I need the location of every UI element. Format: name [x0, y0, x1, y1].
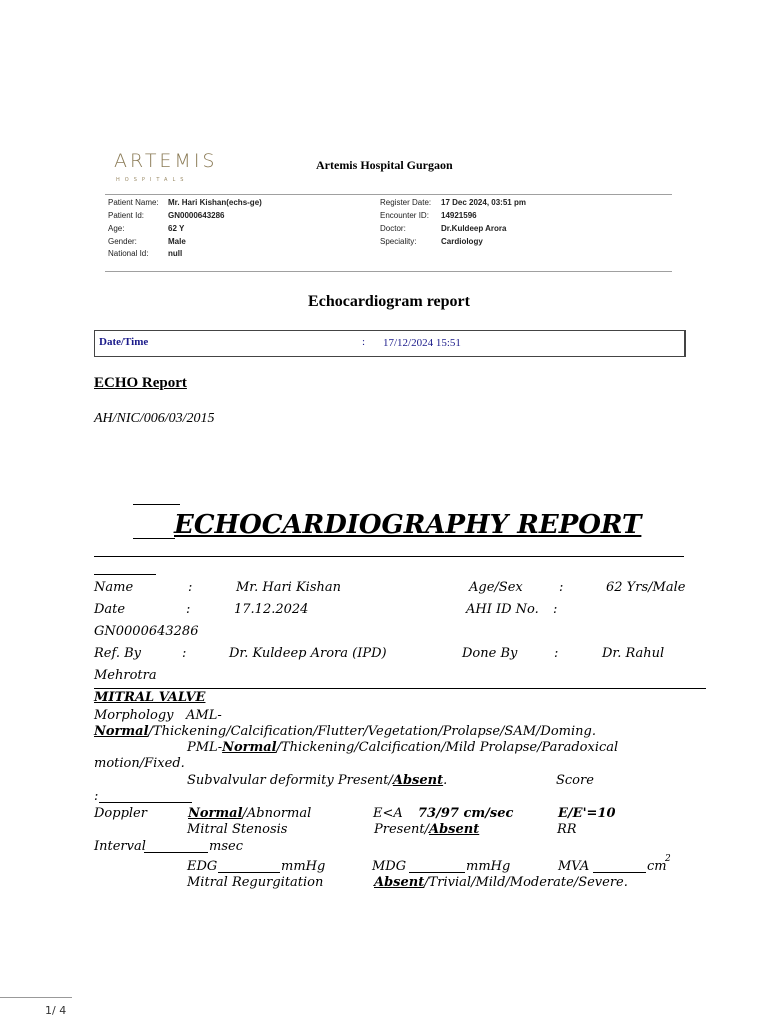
pml-label: PML- [187, 740, 223, 755]
edg-blank [218, 872, 280, 873]
doppler-rest: /Abnormal [242, 806, 312, 821]
echocardiography-title: ECHOCARDIOGRAPHY REPORT [174, 510, 642, 540]
hospital-logo-subtext: HOSPITALS [116, 177, 189, 183]
e-e-ratio: E/E'=10 [558, 806, 616, 821]
interval-blank [144, 852, 208, 853]
aml-label: AML- [186, 708, 222, 723]
national-id-value: null [168, 249, 183, 258]
header-divider-bottom [105, 271, 672, 272]
agesex-colon: : [559, 580, 564, 595]
stenosis-options [374, 822, 479, 837]
refby-value: Dr. Kuldeep Arora (IPD) [229, 646, 387, 661]
score-blank [99, 802, 192, 803]
hospital-name: Artemis Hospital Gurgaon [316, 158, 453, 172]
date-value: 17.12.2024 [234, 602, 309, 617]
mdg-label: MDG [372, 859, 407, 874]
specialty-value: Cardiology [441, 237, 483, 246]
patient-id-value: GN0000643286 [168, 211, 225, 220]
gender-label: Gender: [108, 237, 137, 246]
ahi-id-label: AHI ID No. [466, 602, 539, 617]
subvalvular-absent: Absent [392, 773, 444, 788]
hospital-logo: ARTEMIS [114, 150, 218, 172]
aml-normal: Normal [94, 724, 149, 739]
mva-label: MVA [558, 859, 590, 874]
aml-rest: /Thickening/Calcification/Flutter/Vegetation/Prolapse/SAM/Doming. [148, 724, 596, 739]
title-divider-short [94, 574, 156, 575]
ahi-id-value: GN0000643286 [94, 624, 199, 639]
doctor-label: Doctor: [380, 224, 406, 233]
date-colon: : [186, 602, 191, 617]
doneby-value: Dr. Rahul [602, 646, 665, 661]
register-date-label: Register Date: [380, 198, 432, 207]
e-a-value: 73/97 cm/sec [418, 806, 514, 821]
score-colon: : [94, 789, 99, 804]
stenosis-label: Mitral Stenosis [187, 822, 288, 837]
register-date-value: 17 Dec 2024, 03:51 pm [441, 198, 526, 207]
regurgitation-label: Mitral Regurgitation [187, 875, 324, 890]
patient-name-label: Patient Name: [108, 198, 159, 207]
subvalvular-row [187, 773, 447, 788]
datetime-colon: : [362, 336, 366, 348]
stenosis-present: Present/ [374, 822, 429, 837]
title-divider [94, 556, 684, 557]
mdg-blank [409, 872, 465, 873]
encounter-id-label: Encounter ID: [380, 211, 429, 220]
echo-heading: ECHO Report [94, 375, 187, 391]
doneby-label: Done By [462, 646, 518, 661]
pml-rest: /Thickening/Calcification/Mild Prolapse/Paradoxical [276, 740, 619, 755]
interval-label: Interval [94, 839, 146, 854]
subvalvular-end: . [443, 773, 448, 788]
details-divider [94, 688, 706, 689]
subvalvular-label: Subvalvular deformity Present/ [187, 773, 393, 788]
national-id-label: National Id: [108, 249, 149, 258]
ahi-id-colon: : [553, 602, 558, 617]
pml-rest-cont: motion/Fixed. [94, 756, 185, 771]
patient-name-value: Mr. Hari Kishan(echs-ge) [168, 198, 262, 207]
decorative-line [133, 538, 175, 539]
age-label: Age: [108, 224, 125, 233]
stenosis-absent: Absent [429, 822, 480, 837]
reference-code: AH/NIC/006/03/2015 [94, 411, 215, 426]
name-colon: : [188, 580, 193, 595]
gender-value: Male [168, 237, 186, 246]
doppler-options [188, 806, 311, 821]
mdg-unit: mmHg [466, 859, 511, 874]
mva-blank [593, 872, 646, 873]
agesex-value: 62 Yrs/Male [606, 580, 686, 595]
edg-label: EDG [187, 859, 218, 874]
doctor-value: Dr.Kuldeep Arora [441, 224, 507, 233]
e-a-label: E<A [373, 806, 403, 821]
encounter-id-value: 14921596 [441, 211, 477, 220]
msec-unit: msec [209, 839, 243, 854]
doppler-label: Doppler [94, 806, 147, 821]
rr-label: RR [557, 822, 577, 837]
edg-unit: mmHg [281, 859, 326, 874]
doneby-colon: : [554, 646, 559, 661]
patient-id-label: Patient Id: [108, 211, 145, 220]
mva-unit: cm [647, 859, 667, 874]
aml-options [94, 724, 596, 739]
pml-options [187, 740, 618, 755]
agesex-label: Age/Sex [469, 580, 523, 595]
refby-colon: : [182, 646, 187, 661]
specialty-label: Speciality: [380, 237, 417, 246]
datetime-value: 17/12/2024 15:51 [383, 337, 461, 349]
name-value: Mr. Hari Kishan [236, 580, 341, 595]
age-value: 62 Y [168, 224, 185, 233]
regurgitation-options [374, 875, 628, 890]
date-label: Date [94, 602, 126, 617]
footer-divider [0, 997, 72, 998]
pml-normal: Normal [222, 740, 277, 755]
header-divider-top [105, 194, 672, 195]
refby-label: Ref. By [94, 646, 141, 661]
datetime-label: Date/Time [99, 336, 149, 348]
page-indicator: 1/ 4 [45, 1004, 67, 1017]
score-label: Score [556, 773, 594, 788]
report-title: Echocardiogram report [308, 293, 470, 310]
doppler-normal: Normal [188, 806, 243, 821]
name-label: Name [94, 580, 134, 595]
mva-unit-superscript: 2 [665, 854, 671, 864]
mitral-valve-heading: MITRAL VALVE [94, 690, 206, 705]
doneby-value-cont: Mehrotra [94, 668, 157, 683]
regurgitation-rest: /Trivial/Mild/Moderate/Severe. [424, 875, 628, 890]
decorative-line [133, 504, 180, 505]
morphology-label: Morphology [94, 708, 174, 723]
regurgitation-absent: Absent [374, 875, 425, 890]
